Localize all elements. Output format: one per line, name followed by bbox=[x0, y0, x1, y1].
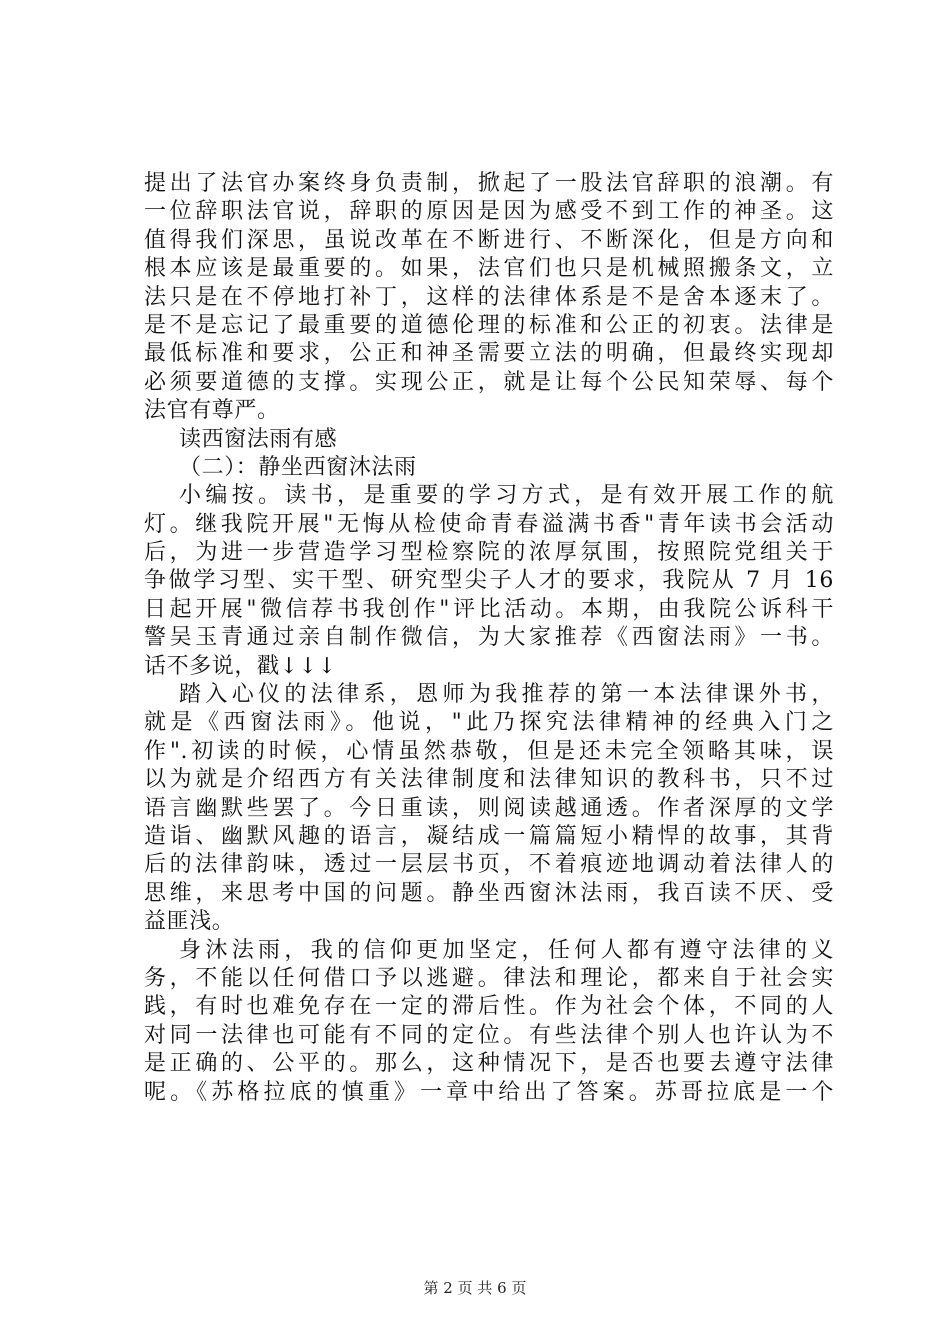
text-line: 根本应该是最重要的。如果，法官们也只是机械照搬条文，立 bbox=[144, 256, 834, 282]
text-line: 法只是在不停地打补丁，这样的法律体系是不是舍本逐末了。 bbox=[144, 284, 834, 310]
text-line: 语言幽默些罢了。今日重读，则阅读越通透。作者深厚的文学 bbox=[144, 795, 834, 821]
text-line: 提出了法官办案终身负责制，掀起了一股法官辞职的浪潮。有 bbox=[144, 171, 834, 196]
text-line: 务，不能以任何借口予以逃避。律法和理论，都来自于社会实 bbox=[144, 965, 834, 991]
text-line: 最低标准和要求，公正和神圣需要立法的明确，但最终实现却 bbox=[144, 341, 834, 367]
text-line: 争做学习型、实干型、研究型尖子人才的要求，我院从 7 月 16 bbox=[144, 568, 834, 594]
text-line: 后，为进一步营造学习型检察院的浓厚氛围，按照院党组关于 bbox=[144, 540, 834, 566]
text-line: 就是《西窗法雨》。他说，"此乃探究法律精神的经典入门之 bbox=[144, 710, 834, 736]
text-line: 呢。《苏格拉底的慎重》一章中给出了答案。苏哥拉底是一个 bbox=[144, 1079, 834, 1105]
text-line: 法官有尊严。 bbox=[144, 398, 280, 424]
text-line: 灯。继我院开展"无悔从检使命青春溢满书香"青年读书会活动 bbox=[144, 511, 834, 537]
text-line: 小编按。读书，是重要的学习方式，是有效开展工作的航 bbox=[179, 483, 834, 509]
section-title: 读西窗法雨有感 bbox=[179, 426, 338, 452]
text-line: 造诣、幽默风趣的语言，凝结成一篇篇短小精悍的故事，其背 bbox=[144, 823, 834, 849]
text-line: 是正确的、公平的。那么，这种情况下，是否也要去遵守法律 bbox=[144, 1051, 834, 1077]
page-footer: 第 2 页 共 6 页 bbox=[423, 1279, 527, 1297]
text-line: 一位辞职法官说，辞职的原因是因为感受不到工作的神圣。这 bbox=[144, 199, 834, 225]
text-line: 对同一法律也可能有不同的定位。有些法律个别人也许认为不 bbox=[144, 1022, 834, 1048]
text-line: 踏入心仪的法律系，恩师为我推荐的第一本法律课外书， bbox=[179, 682, 834, 708]
text-line: 益匪浅。 bbox=[144, 909, 235, 935]
text-line: 后的法律韵味，透过一层层书页，不着痕迹地调动着法律人的 bbox=[144, 852, 834, 878]
text-line: 警吴玉青通过亲自制作微信，为大家推荐《西窗法雨》一书。 bbox=[144, 625, 834, 651]
section-subtitle: （二）：静坐西窗沐法雨 bbox=[179, 454, 417, 480]
text-line: 日起开展"微信荐书我创作"评比活动。本期，由我院公诉科干 bbox=[144, 596, 834, 622]
text-line: 以为就是介绍西方有关法律制度和法律知识的教科书，只不过 bbox=[144, 767, 834, 793]
text-line: 必须要道德的支撑。实现公正，就是让每个公民知荣辱、每个 bbox=[144, 369, 834, 395]
text-line: 作".初读的时候，心情虽然恭敬，但是还未完全领略其味，误 bbox=[144, 738, 834, 764]
text-line: 值得我们深思，虽说改革在不断进行、不断深化，但是方向和 bbox=[144, 227, 834, 253]
text-line: 思维，来思考中国的问题。静坐西窗沐法雨，我百读不厌、受 bbox=[144, 880, 834, 906]
text-line: 是不是忘记了最重要的道德伦理的标准和公正的初衷。法律是 bbox=[144, 312, 834, 338]
text-line: 话不多说，戳↓↓↓ bbox=[144, 653, 337, 679]
document-body bbox=[144, 170, 834, 1107]
text-line: 身沐法雨，我的信仰更加坚定，任何人都有遵守法律的义 bbox=[179, 937, 834, 963]
text-line: 践，有时也难免存在一定的滞后性。作为社会个体，不同的人 bbox=[144, 994, 834, 1020]
